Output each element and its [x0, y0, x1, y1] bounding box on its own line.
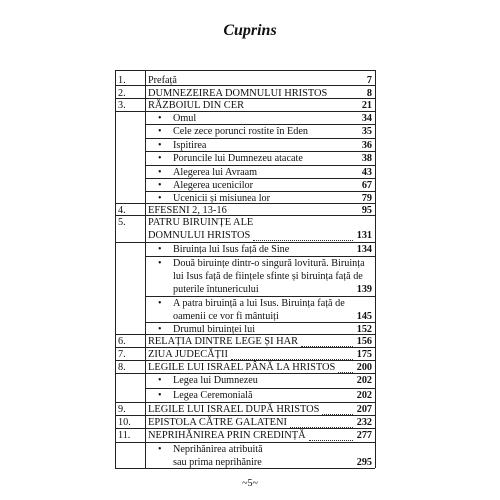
- table-subrule: [145, 178, 375, 179]
- toc-entry-title: RELAȚIA DINTRE LEGE ȘI HAR: [148, 336, 299, 347]
- table-subrule: [145, 322, 375, 323]
- bullet-icon: •: [158, 167, 162, 178]
- toc-page-number: 202: [356, 390, 372, 401]
- table-rule: [115, 215, 375, 216]
- bullet-icon: •: [158, 140, 162, 151]
- toc-entry-title: LEGILE LUI ISRAEL PÂNĂ LA HRISTOS: [148, 362, 336, 373]
- toc-entry-title: Ispitirea: [173, 140, 207, 151]
- page-title: Cuprins: [223, 22, 277, 39]
- toc-page-number: 202: [356, 375, 372, 386]
- table-rule: [115, 347, 375, 348]
- toc-entry-title: PATRU BIRUINȚE ALE: [148, 217, 254, 228]
- toc-entry-title: A patra biruință a lui Isus. Biruința față de: [173, 298, 345, 309]
- table-column-line: [145, 70, 146, 468]
- toc-page-number: 7: [366, 75, 372, 86]
- toc-page-number: 36: [361, 140, 372, 151]
- table-column-line: [375, 70, 376, 468]
- toc-chapter-number: 1.: [118, 75, 126, 86]
- toc-chapter-entry: [0, 217, 500, 243]
- toc-page-number: 152: [356, 324, 372, 335]
- toc-page-number: 207: [356, 404, 372, 415]
- toc-page-number: 139: [356, 284, 372, 295]
- toc-entry-title: Prefață: [148, 75, 177, 86]
- table-rule: [115, 334, 375, 335]
- toc-chapter-number: 3.: [118, 100, 126, 111]
- toc-page-number: 200: [356, 362, 372, 373]
- toc-entry-title: Neprihănirea atribuită: [173, 444, 263, 455]
- dotted-leader: [253, 240, 353, 241]
- toc-chapter-number: 6.: [118, 336, 126, 347]
- toc-page-number: 175: [356, 349, 372, 360]
- toc-chapter-number: 2.: [118, 88, 126, 99]
- table-subrule: [145, 388, 375, 389]
- toc-chapter-number: 8.: [118, 362, 126, 373]
- toc-chapter-number: 11.: [118, 430, 131, 441]
- page-number-footer: ~5~: [242, 478, 258, 489]
- table-rule: [115, 203, 375, 204]
- table-rule: [115, 242, 375, 243]
- toc-entry-title: Cele zece porunci rostite în Eden: [173, 126, 308, 137]
- toc-entry-title: Legea Ceremonială: [173, 390, 253, 401]
- toc-entry-title: RĂZBOIUL DIN CER: [148, 100, 245, 111]
- bullet-icon: •: [158, 258, 162, 269]
- toc-entry-title: Ucenicii și misiunea lor: [173, 193, 271, 204]
- bullet-icon: •: [158, 126, 162, 137]
- toc-page-number: 156: [356, 336, 372, 347]
- toc-entry-title: NEPRIHĂNIREA PRIN CREDINȚĂ: [148, 430, 306, 441]
- toc-entry-title: Omul: [173, 113, 197, 124]
- toc-entry-title: Alegerea lui Avraam: [173, 167, 258, 178]
- table-rule: [115, 428, 375, 429]
- toc-page-number: 34: [361, 113, 372, 124]
- toc-chapter-number: 10.: [118, 417, 131, 428]
- toc-subsection-entry: [0, 444, 500, 470]
- toc-page-number: 95: [361, 205, 372, 216]
- toc-subsection-entry: [0, 258, 500, 297]
- toc-chapter-number: 9.: [118, 404, 126, 415]
- bullet-icon: •: [158, 375, 162, 386]
- table-rule: [115, 442, 375, 443]
- toc-page-number: 145: [356, 311, 372, 322]
- table-subrule: [145, 296, 375, 297]
- toc-entry-title: DUMNEZEIREA DOMNULUI HRISTOS: [148, 88, 328, 99]
- toc-page-number: 43: [361, 167, 372, 178]
- toc-page-number: 38: [361, 153, 372, 164]
- toc-entry-title: DOMNULUI HRISTOS: [148, 230, 251, 241]
- toc-entry-title: lui Isus față de ființele sfinte și biruința față de: [173, 271, 363, 282]
- bullet-icon: •: [158, 244, 162, 255]
- toc-entry-title: EPISTOLA CĂTRE GALATENI: [148, 417, 287, 428]
- toc-page-number: 295: [356, 457, 372, 468]
- toc-chapter-number: 5.: [118, 217, 126, 228]
- toc-entry-title: Alegerea ucenicilor: [173, 180, 254, 191]
- toc-entry-title: EFESENI 2, 13-16: [148, 205, 227, 216]
- bullet-icon: •: [158, 444, 162, 455]
- table-subrule: [145, 165, 375, 166]
- bullet-icon: •: [158, 298, 162, 309]
- toc-page-number: 21: [361, 100, 372, 111]
- table-subrule: [145, 151, 375, 152]
- toc-entry-title: Legea lui Dumnezeu: [173, 375, 258, 386]
- table-rule: [115, 70, 375, 71]
- toc-page-number: 79: [361, 193, 372, 204]
- toc-entry-title: ZIUA JUDECĂȚII: [148, 349, 228, 360]
- table-rule: [115, 373, 375, 374]
- table-rule: [115, 85, 375, 86]
- toc-page-number: 35: [361, 126, 372, 137]
- table-rule: [115, 415, 375, 416]
- toc-page-number: 134: [356, 244, 372, 255]
- table-rule: [115, 468, 375, 469]
- toc-chapter-number: 7.: [118, 349, 126, 360]
- bullet-icon: •: [158, 324, 162, 335]
- table-subrule: [145, 256, 375, 257]
- toc-page-number: 232: [356, 417, 372, 428]
- table-rule: [115, 360, 375, 361]
- toc-chapter-entry: [0, 75, 500, 88]
- toc-entry-title: Două biruințe dintr-o singură lovitură. Biruința: [173, 258, 365, 269]
- toc-entry-title: Poruncile lui Dumnezeu atacate: [173, 153, 303, 164]
- toc-page-number: 277: [356, 430, 372, 441]
- table-rule: [115, 98, 375, 99]
- toc-entry-title: Drumul biruinței lui: [173, 324, 256, 335]
- toc-subsection-entry: [0, 298, 500, 324]
- toc-page-number: 8: [366, 88, 372, 99]
- bullet-icon: •: [158, 153, 162, 164]
- toc-entry-title: oamenii ce vor fi mântuiți: [173, 311, 279, 322]
- toc-entry-title: sau prima neprihănire: [173, 457, 262, 468]
- table-column-line: [115, 70, 116, 468]
- bullet-icon: •: [158, 390, 162, 401]
- toc-entry-title: puterile întunericului: [173, 284, 259, 295]
- toc-page-number: 67: [361, 180, 372, 191]
- bullet-icon: •: [158, 193, 162, 204]
- table-rule: [115, 402, 375, 403]
- table-rule: [115, 111, 375, 112]
- table-of-contents: [0, 70, 500, 470]
- table-subrule: [145, 138, 375, 139]
- table-subrule: [145, 191, 375, 192]
- table-subrule: [145, 124, 375, 125]
- toc-page-number: 131: [356, 230, 372, 241]
- dotted-leader: [309, 440, 353, 441]
- toc-subsection-entry: [0, 375, 500, 388]
- toc-chapter-number: 4.: [118, 205, 126, 216]
- bullet-icon: •: [158, 180, 162, 191]
- toc-entry-title: Biruința lui Isus față de Sine: [173, 244, 290, 255]
- toc-entry-title: LEGILE LUI ISRAEL DUPĂ HRISTOS: [148, 404, 320, 415]
- bullet-icon: •: [158, 113, 162, 124]
